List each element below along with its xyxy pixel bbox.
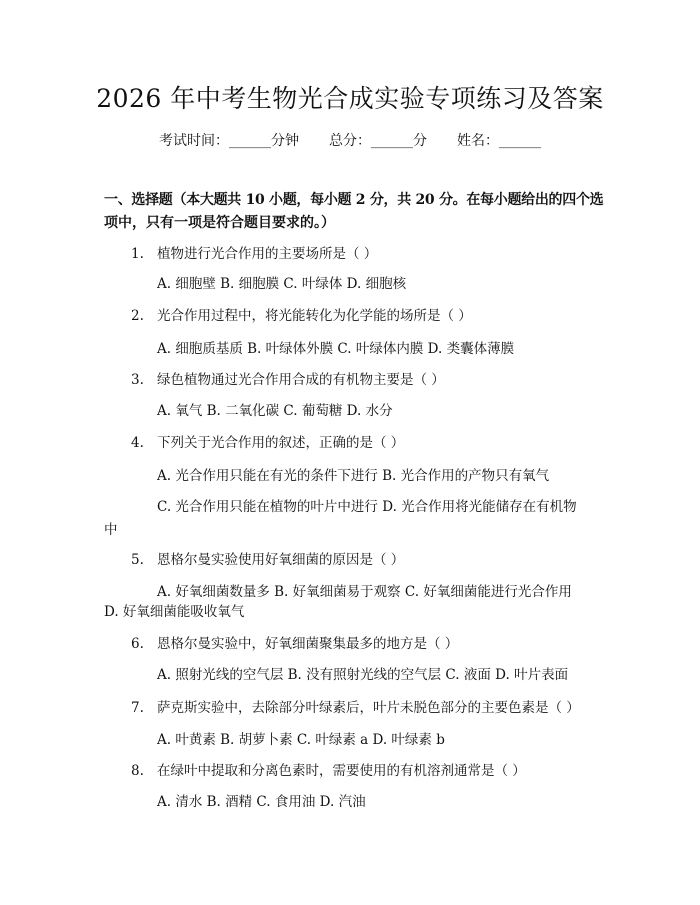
question-5 [131,550,404,570]
student-name-field: 姓名：______ [457,133,541,149]
question-3 [131,370,445,390]
question-stem: 下列关于光合作用的叙述，正确的是（ ） [157,435,405,451]
question-5-options-line-2: D. 好氧细菌能吸收氧气 [104,604,245,620]
question-number: 8. [131,763,144,779]
question-stem: 绿色植物通过光合作用合成的有机物主要是（ ） [157,372,445,388]
question-number: 3. [131,372,144,388]
section-heading-line-2: 项中，只有一项是符合题目要求的。） [104,215,335,231]
question-6 [131,634,458,654]
question-number: 6. [131,636,144,652]
question-7 [131,698,580,718]
question-4-options-line-2: C. 光合作用只能在植物的叶片中进行 D. 光合作用将光能储存在有机物 [157,499,577,515]
question-stem: 植物进行光合作用的主要场所是（ ） [157,246,378,262]
question-5-options-line-1: A. 好氧细菌数量多 B. 好氧细菌易于观察 C. 好氧细菌能进行光合作用 [157,584,572,600]
question-8 [131,761,526,781]
question-stem: 恩格尔曼实验中，好氧细菌聚集最多的地方是（ ） [157,636,459,652]
question-6-options: A. 照射光线的空气层 B. 没有照射光线的空气层 C. 液面 D. 叶片表面 [157,667,569,683]
question-1 [131,244,377,264]
exam-time-field: 考试时间：______分钟 [159,133,299,149]
question-stem: 恩格尔曼实验使用好氧细菌的原因是（ ） [157,552,405,568]
question-8-options: A. 清水 B. 酒精 C. 食用油 D. 汽油 [157,794,366,810]
section-heading-line-1: 一、选择题（本大题共 10 小题，每小题 2 分，共 20 分。在每小题给出的四个选 [104,192,604,208]
question-stem: 光合作用过程中，将光能转化为化学能的场所是（ ） [157,308,472,324]
question-4-options-line-1: A. 光合作用只能在有光的条件下进行 B. 光合作用的产物只有氧气 [157,468,550,484]
question-number: 5. [131,552,144,568]
total-score-field: 总分：______分 [329,133,427,149]
question-number: 1. [131,246,144,262]
question-2-options: A. 细胞质基质 B. 叶绿体外膜 C. 叶绿体内膜 D. 类囊体薄膜 [157,341,515,357]
question-4 [131,433,404,453]
question-stem: 萨克斯实验中，去除部分叶绿素后，叶片未脱色部分的主要色素是（ ） [157,700,580,716]
question-number: 4. [131,435,144,451]
question-2 [131,306,472,326]
question-3-options: A. 氧气 B. 二氧化碳 C. 葡萄糖 D. 水分 [157,403,393,419]
exam-meta [0,131,700,151]
section-heading [104,189,604,235]
question-number: 2. [131,308,144,324]
question-1-options: A. 细胞壁 B. 细胞膜 C. 叶绿体 D. 细胞核 [157,276,407,292]
question-stem: 在绿叶中提取和分离色素时，需要使用的有机溶剂通常是（ ） [157,763,526,779]
question-4-options-line-3: 中 [104,522,118,538]
question-7-options: A. 叶黄素 B. 胡萝卜素 C. 叶绿素 a D. 叶绿素 b [157,732,445,748]
question-number: 7. [131,700,144,716]
page-title: 2026 年中考生物光合成实验专项练习及答案 [96,84,604,113]
